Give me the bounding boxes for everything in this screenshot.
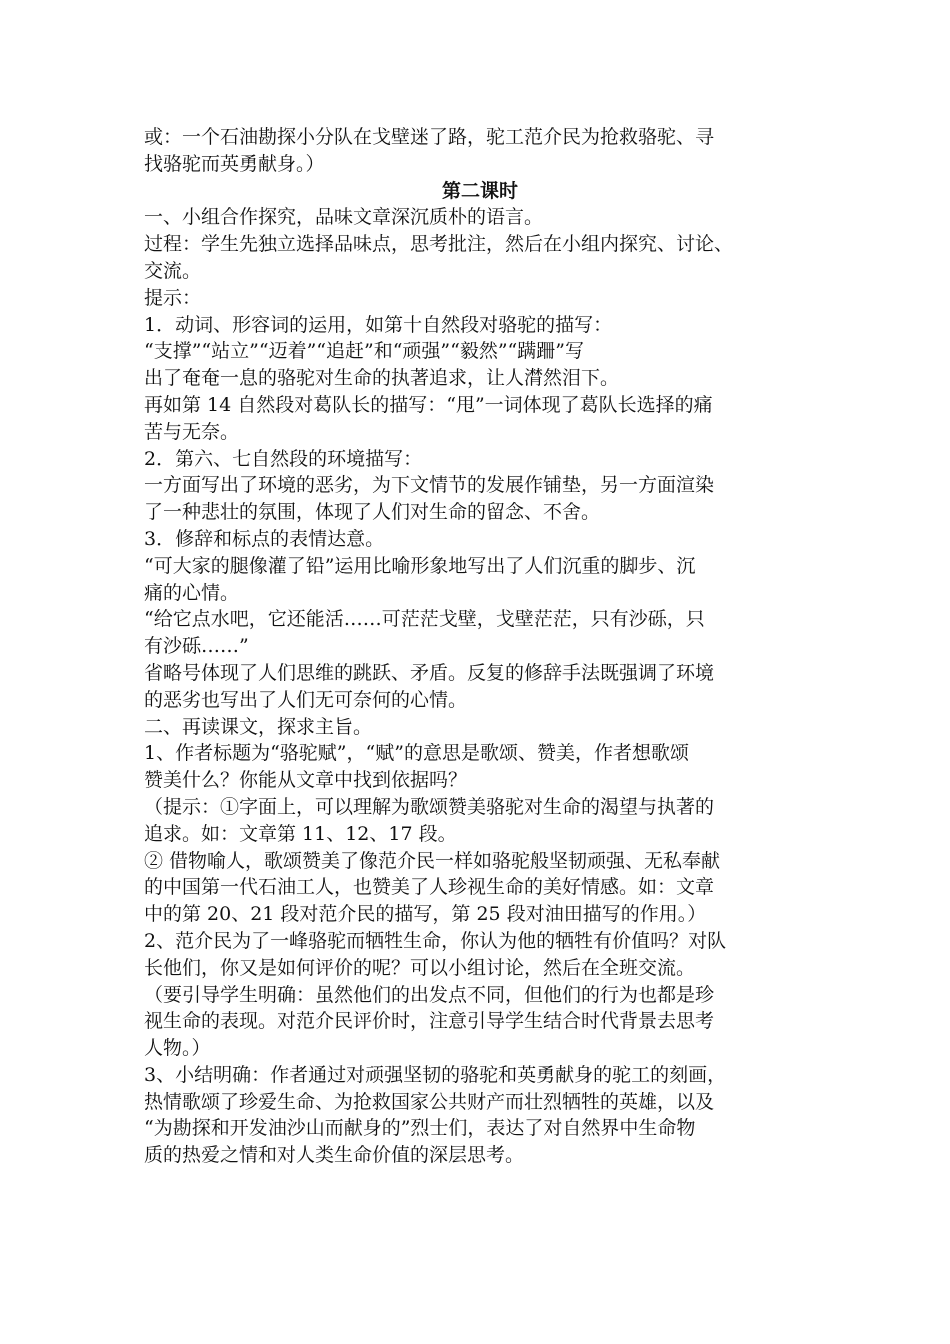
text-line: 长他们，你又是如何评价的呢？可以小组讨论，然后在全班交流。 xyxy=(144,956,696,979)
text-line: 赞美什么？你能从文章中找到依据吗？ xyxy=(144,769,468,792)
text-line: “为勘探和开发油沙山而献身的”烈士们，表达了对自然界中生命物 xyxy=(144,1117,696,1140)
text-line: 的恶劣也写出了人们无可奈何的心情。 xyxy=(144,688,468,711)
text-line: 省略号体现了人们思维的跳跃、矛盾。反复的修辞手法既强调了环境 xyxy=(144,661,715,684)
text-line: ② 借物喻人，歌颂赞美了像范介民一样如骆驼般坚韧顽强、无私奉献 xyxy=(144,849,721,872)
text-line: 有沙砾……” xyxy=(144,635,249,658)
text-line: 提示： xyxy=(144,286,202,309)
text-line: 二、再读课文，探求主旨。 xyxy=(144,715,373,738)
text-line: 中的第 20、21 段对范介民的描写，第 25 段对油田描写的作用。） xyxy=(144,903,707,926)
text-line: 了一种悲壮的氛围，体现了人们对生命的留念、不舍。 xyxy=(144,501,601,524)
text-line: 2．第六、七自然段的环境描写： xyxy=(144,447,423,470)
text-line: 视生命的表现。对范介民评价时，注意引导学生结合时代背景去思考 xyxy=(144,1010,715,1033)
text-line: 一、小组合作探究，品味文章深沉质朴的语言。 xyxy=(144,206,544,229)
text-line: “给它点水吧，它还能活……可茫茫戈壁，戈壁茫茫，只有沙砾，只 xyxy=(144,608,705,631)
text-line: 痛的心情。 xyxy=(144,581,240,604)
document-page xyxy=(144,124,806,1169)
text-line: “支撑”“站立”“迈着”“追赶”和“顽强”“毅然”“蹒跚”写 xyxy=(144,340,584,363)
text-line: 2、范介民为了一峰骆驼而牺牲生命，你认为他的牺牲有价值吗？对队 xyxy=(144,929,727,952)
text-line: 苦与无奈。 xyxy=(144,420,240,443)
text-line: 过程：学生先独立选择品味点，思考批注，然后在小组内探究、讨论、 xyxy=(144,233,734,256)
text-line: 1、作者标题为“骆驼赋”，“赋”的意思是歌颂、赞美，作者想歌颂 xyxy=(144,742,689,765)
text-line: 交流。 xyxy=(144,259,202,282)
text-line: 再如第 14 自然段对葛队长的描写：“甩”一词体现了葛队长选择的痛 xyxy=(144,393,713,416)
text-line: 出了奄奄一息的骆驼对生命的执著追求，让人潸然泪下。 xyxy=(144,367,620,390)
text-line: 一方面写出了环境的恶劣，为下文情节的发展作铺垫，另一方面渲染 xyxy=(144,474,715,497)
text-line: 1．动词、形容词的运用，如第十自然段对骆驼的描写： xyxy=(144,313,613,336)
document-body xyxy=(144,204,806,1169)
text-line: 质的热爱之情和对人类生命价值的深层思考。 xyxy=(144,1144,525,1167)
text-line: （提示：①字面上，可以理解为歌颂赞美骆驼对生命的渴望与执著的 xyxy=(144,795,715,818)
text-line: 追求。如：文章第 11、12、17 段。 xyxy=(144,822,457,845)
text-line: 或：一个石油勘探小分队在戈壁迷了路，驼工范介民为抢救骆驼、寻 xyxy=(144,126,715,148)
text-line: 的中国第一代石油工人，也赞美了人珍视生命的美好情感。如：文章 xyxy=(144,876,715,899)
text-line: 热情歌颂了珍爱生命、为抢救国家公共财产而壮烈牺牲的英雄，以及 xyxy=(144,1090,715,1113)
text-line: “可大家的腿像灌了铅”运用比喻形象地写出了人们沉重的脚步、沉 xyxy=(144,554,696,577)
text-line: 3．修辞和标点的表情达意。 xyxy=(144,527,385,550)
text-line: 3、小结明确：作者通过对顽强坚韧的骆驼和英勇献身的驼工的刻画， xyxy=(144,1063,727,1086)
text-line: 人物。） xyxy=(144,1037,211,1060)
text-line: （要引导学生明确：虽然他们的出发点不同，但他们的行为也都是珍 xyxy=(144,983,715,1006)
section-title: 第二课时 xyxy=(441,179,518,202)
text-line: 找骆驼而英勇献身。） xyxy=(144,152,325,175)
